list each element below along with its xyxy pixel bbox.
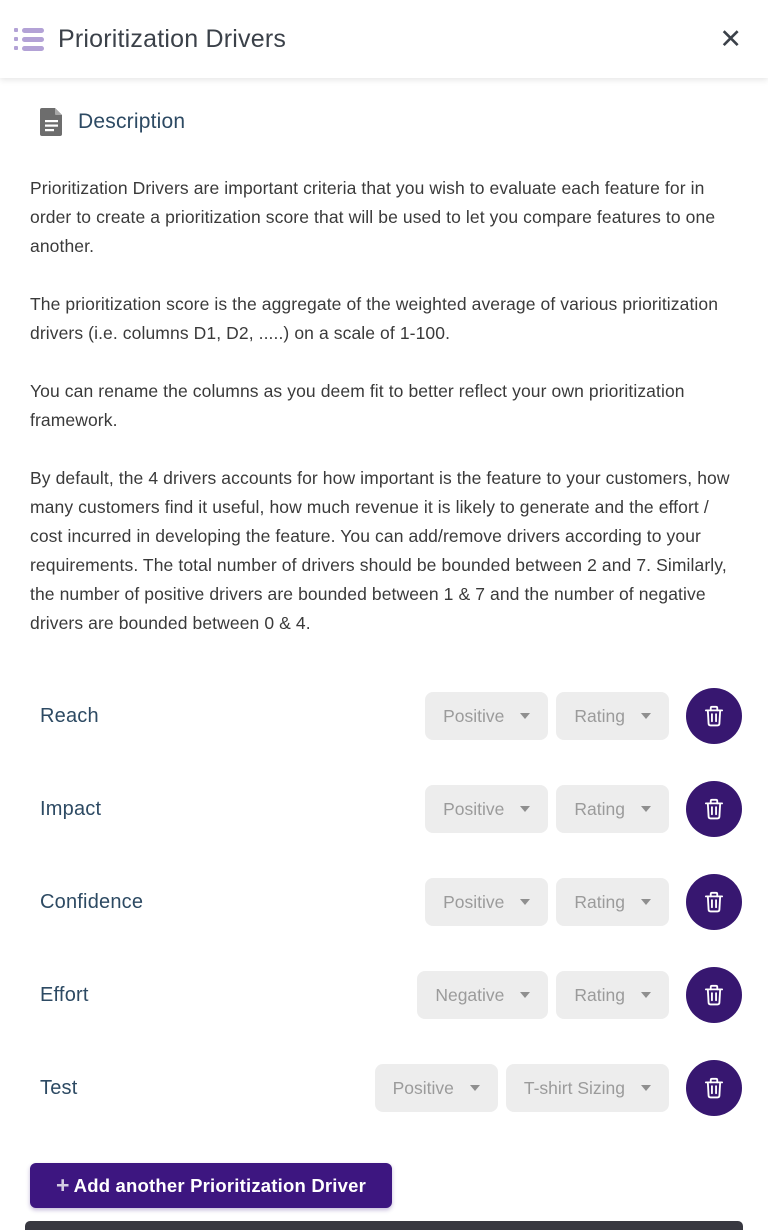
chevron-down-icon [641, 899, 651, 905]
bottom-cutoff-bar [25, 1221, 743, 1230]
polarity-select[interactable] [425, 785, 548, 833]
driver-row-confidence [30, 874, 742, 930]
description-paragraph: Prioritization Drivers are important criteria that you wish to evaluate each feature for in order to create a prioritization score that will be used to let you compare features to one another. [30, 178, 716, 256]
driver-name: Reach [40, 704, 99, 727]
delete-driver-button[interactable] [686, 874, 742, 930]
scale-select[interactable] [506, 1064, 669, 1112]
plus-icon: + [56, 1172, 70, 1198]
trash-icon [701, 982, 727, 1008]
delete-driver-button[interactable] [686, 967, 742, 1023]
polarity-select[interactable] [425, 692, 548, 740]
delete-driver-button[interactable] [686, 1060, 742, 1116]
description-paragraph: The prioritization score is the aggregate of the weighted average of various prioritization drivers (i.e. columns D1, D2, .....) on a scale of 1-100. [30, 294, 719, 343]
chevron-down-icon [641, 806, 651, 812]
scale-value: T-shirt Sizing [523, 1077, 625, 1098]
driver-row-test [30, 1060, 742, 1116]
driver-row-effort [30, 967, 742, 1023]
scale-value: Rating [574, 705, 625, 726]
driver-name: Confidence [40, 890, 144, 913]
polarity-value: Positive [392, 1077, 454, 1098]
description-body [30, 174, 742, 638]
close-button[interactable] [715, 22, 746, 57]
add-driver-label: Add another Prioritization Driver [73, 1174, 366, 1196]
chevron-down-icon [520, 899, 530, 905]
scale-select[interactable] [556, 971, 669, 1019]
scale-select[interactable] [556, 878, 669, 926]
close-icon: ✕ [719, 23, 742, 54]
trash-icon [701, 1075, 727, 1101]
scale-value: Rating [574, 798, 625, 819]
page-title: Prioritization Drivers [58, 24, 287, 53]
description-heading [30, 108, 742, 136]
chevron-down-icon [470, 1085, 480, 1091]
driver-row-reach [30, 688, 742, 744]
driver-row-impact [30, 781, 742, 837]
add-driver-button[interactable] [30, 1163, 392, 1208]
scale-value: Rating [574, 984, 625, 1005]
driver-name: Impact [40, 797, 102, 820]
chevron-down-icon [641, 1085, 651, 1091]
chevron-down-icon [520, 992, 530, 998]
polarity-select[interactable] [375, 1064, 498, 1112]
driver-name: Test [40, 1076, 78, 1099]
trash-icon [701, 796, 727, 822]
panel-content [0, 78, 768, 1221]
trash-icon [701, 889, 727, 915]
description-title: Description [78, 110, 186, 133]
trash-icon [701, 703, 727, 729]
list-icon [14, 28, 44, 51]
panel-header [0, 0, 768, 78]
scale-value: Rating [574, 891, 625, 912]
chevron-down-icon [641, 713, 651, 719]
polarity-select[interactable] [425, 878, 548, 926]
scale-select[interactable] [556, 785, 669, 833]
polarity-value: Positive [443, 705, 505, 726]
chevron-down-icon [641, 992, 651, 998]
delete-driver-button[interactable] [686, 781, 742, 837]
delete-driver-button[interactable] [686, 688, 742, 744]
polarity-value: Negative [435, 984, 505, 1005]
chevron-down-icon [520, 713, 530, 719]
description-paragraph: By default, the 4 drivers accounts for how important is the feature to your customers, how many customers find it useful, how much revenue it is likely to generate and the effort / cost incurred in developing the feature. You can add/remove drivers according to your requirements. The total number of drivers should be bounded between 2 and 7. Similarly, the number of positive drivers are bounded between 1 & 7 and the number of negative drivers are bounded between 0 & 4. [30, 468, 730, 633]
description-paragraph: You can rename the columns as you deem fit to better reflect your own prioritization framework. [30, 381, 685, 430]
polarity-value: Positive [443, 798, 505, 819]
scale-select[interactable] [556, 692, 669, 740]
chevron-down-icon [520, 806, 530, 812]
polarity-select[interactable] [417, 971, 548, 1019]
driver-name: Effort [40, 983, 89, 1006]
driver-list [30, 688, 742, 1116]
polarity-value: Positive [443, 891, 505, 912]
document-icon [40, 108, 63, 136]
